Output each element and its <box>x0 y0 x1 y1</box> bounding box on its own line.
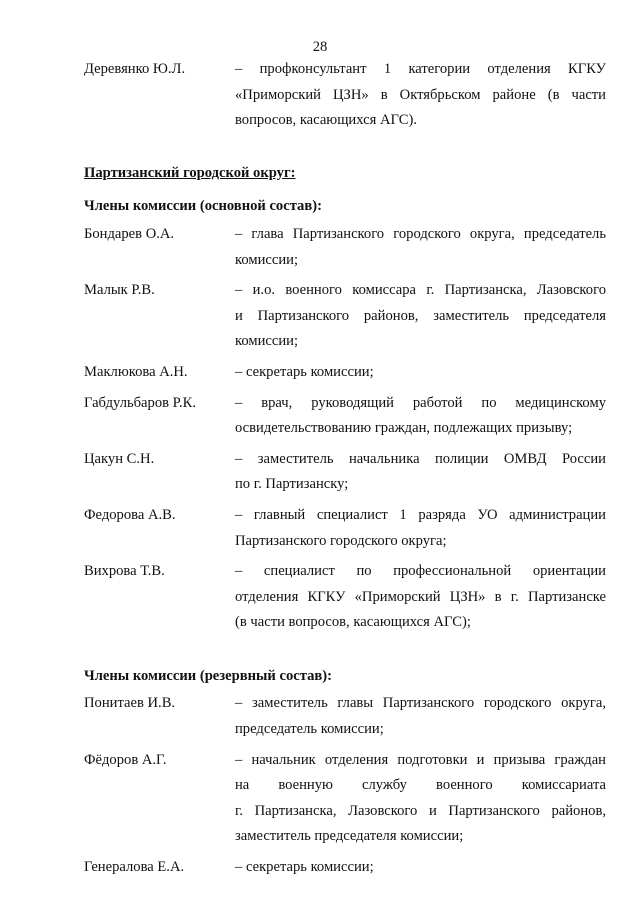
member-entry <box>84 748 606 850</box>
member-name: Генералова Е.А. <box>84 859 185 876</box>
member-description <box>235 447 606 498</box>
member-entry <box>84 691 606 742</box>
description-line: – секретарь комиссии; <box>235 859 374 876</box>
description-line: – глава Партизанского городского округа, председатель <box>235 225 606 242</box>
member-name: Цакун С.Н. <box>84 450 155 467</box>
member-name: Фёдоров А.Г. <box>84 751 167 768</box>
document-content <box>84 57 606 881</box>
description-line: Партизанского городского округа; <box>235 532 447 549</box>
description-line: – профконсультант 1 категории отделения КГКУ <box>235 61 606 77</box>
member-name: Федорова А.В. <box>84 506 176 523</box>
description-line: комиссии; <box>235 333 299 350</box>
description-line: г. Партизанска, Лазовского и Партизанского районов, <box>235 802 606 819</box>
description-line: – начальник отделения подготовки и призыва граждан <box>235 751 606 768</box>
member-description <box>235 855 606 881</box>
description-line: комиссии; <box>235 251 299 268</box>
member-name: Понитаев И.В. <box>84 695 176 712</box>
description-line: и Партизанского районов, заместитель председателя <box>235 307 606 324</box>
member-description <box>235 691 606 742</box>
member-description <box>235 360 606 386</box>
member-entry <box>84 391 606 442</box>
description-line: – главный специалист 1 разряда УО администрации <box>235 506 606 523</box>
description-line: (в части вопросов, касающихся АГС); <box>235 614 471 631</box>
member-name: Маклюкова А.Н. <box>84 363 188 380</box>
member-name: Бондарев О.А. <box>84 225 175 242</box>
member-name: Габдульбаров Р.К. <box>84 394 196 411</box>
member-name: Деревянко Ю.Л. <box>84 61 186 77</box>
reserve-composition-heading: Члены комиссии (резервный состав): <box>84 667 332 684</box>
description-line: освидетельствованию граждан, подлежащих призыву; <box>235 420 573 437</box>
main-composition-heading: Члены комиссии (основной состав): <box>84 198 322 215</box>
member-description <box>235 222 606 273</box>
member-entry <box>84 855 606 881</box>
description-line: – заместитель начальника полиции ОМВД России <box>235 450 606 467</box>
member-entry <box>84 278 606 355</box>
description-line: председатель комиссии; <box>235 721 384 738</box>
description-line: на военную службу военного комиссариата <box>235 777 606 794</box>
member-entry <box>84 559 606 636</box>
description-line: – врач, руководящий работой по медицинскому <box>235 394 606 411</box>
member-entry <box>84 57 606 134</box>
district-heading: Партизанский городской округ: <box>84 164 296 181</box>
description-line: – секретарь комиссии; <box>235 363 374 380</box>
description-line: вопросов, касающихся АГС). <box>235 112 417 129</box>
page-number: 28 <box>312 39 328 55</box>
description-line: по г. Партизанску; <box>235 476 349 493</box>
member-entry <box>84 222 606 273</box>
member-description <box>235 278 606 355</box>
description-line: отделения КГКУ «Приморский ЦЗН» в г. Партизанске <box>235 588 606 605</box>
member-entry <box>84 447 606 498</box>
member-description <box>235 503 606 554</box>
description-line: заместитель председателя комиссии; <box>235 828 464 845</box>
member-entry <box>84 503 606 554</box>
member-entry <box>84 360 606 386</box>
member-name: Вихрова Т.В. <box>84 563 165 580</box>
description-line: – заместитель главы Партизанского городского округа, <box>235 695 606 712</box>
description-line: – и.о. военного комиссара г. Партизанска, Лазовского <box>235 282 606 299</box>
description-line: – специалист по профессиональной ориентации <box>235 563 606 580</box>
member-name: Малык Р.В. <box>84 282 155 299</box>
member-description <box>235 748 606 850</box>
member-description <box>235 559 606 636</box>
member-description <box>235 57 606 134</box>
description-line: «Приморский ЦЗН» в Октябрьском районе (в части <box>235 86 606 103</box>
member-description <box>235 391 606 442</box>
